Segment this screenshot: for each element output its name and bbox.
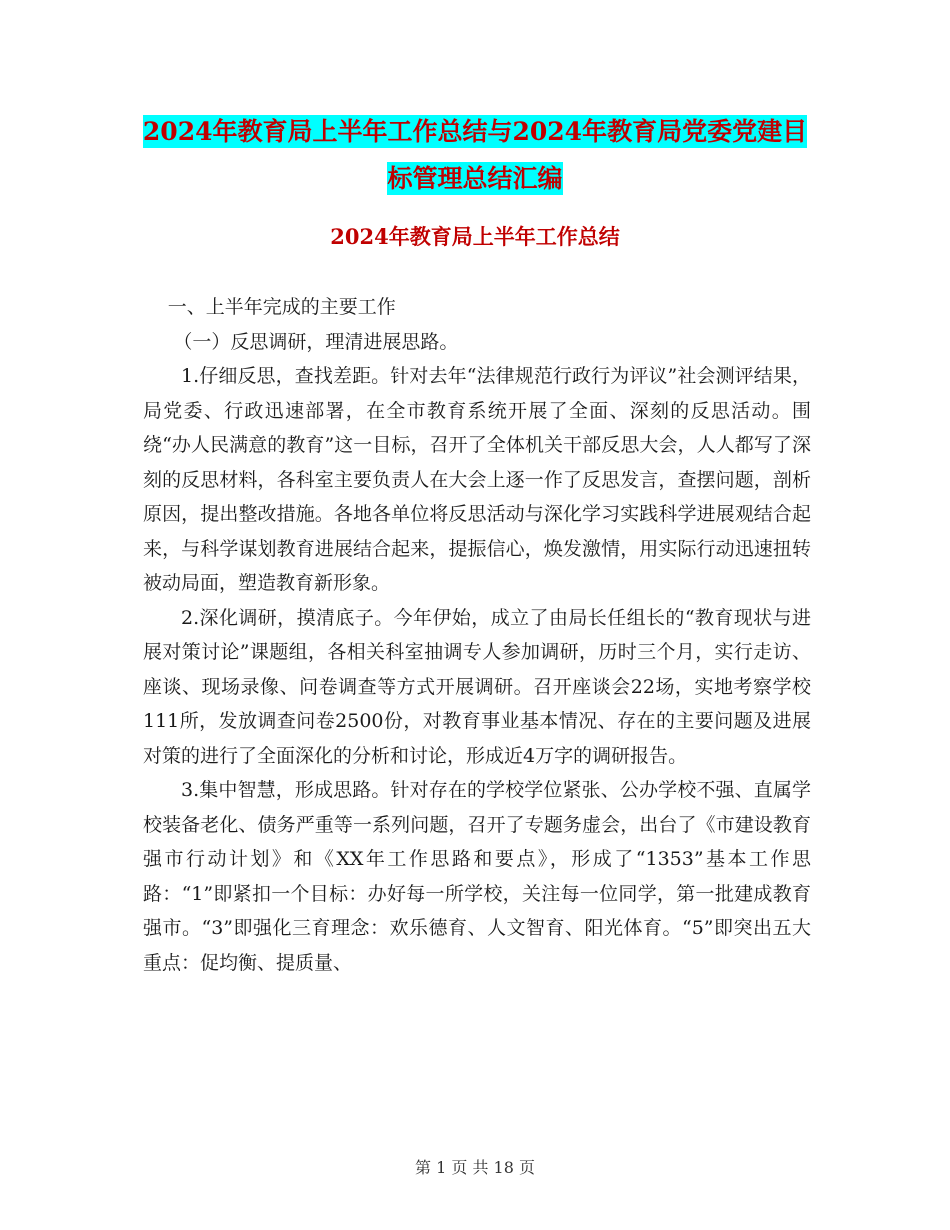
heading-level-2: （一）反思调研，理清进展思路。 [173,330,459,353]
body-paragraph: 2.深化调研，摸清底子。今年伊始，成立了由局长任组长的“教育现状与进展对策讨论”课题组，各相关科室抽调专人参加调研，历时三个月，实行走访、座谈、现场录像、问卷调查等方式开展调研。召开座谈会22场，实地考察学校111所，发放调查问卷2500份，对教育事业基本情况、存在的主要问题及进展对策的进行了全面深化的分析和讨论，形成近4万字的调研报告。 [143,606,811,767]
page-number-footer: 第 1 页 共 18 页 [415,1158,535,1177]
body-paragraph: 1.仔细反思，查找差距。针对去年“法律规范行政行为评议”社会测评结果，局党委、行政迅速部署，在全市教育系统开展了全面、深刻的反思活动。围绕“办人民满意的教育”这一目标，召开了全体机关干部反思大会，人人都写了深刻的反思材料，各科室主要负责人在大会上逐一作了反思发言，查摆问题，剖析原因，提出整改措施。各地各单位将反思活动与深化学习实践科学进展观结合起来，与科学谋划教育进展结合起来，提振信心，焕发激情，用实际行动迅速扭转被动局面，塑造教育新形象。 [143,365,811,594]
document-title [140,108,810,202]
body-paragraph: 3.集中智慧，形成思路。针对存在的学校学位紧张、公办学校不强、直属学校装备老化、债务严重等一系列问题，召开了专题务虚会，出台了《市建设教育强市行动计划》和《XX年工作思路和要点》，形成了“1353”基本工作思路：“1”即紧扣一个目标：办好每一所学校，关注每一位同学，第一批建成教育强市。“3”即强化三育理念：欢乐德育、人文智育、阳光体育。“5”即突出五大重点：促均衡、提质量、 [143,779,811,974]
document-title-text: 2024年教育局上半年工作总结与2024年教育局党委党建目标管理总结汇编 [142,117,808,193]
heading-level-1: 一、上半年完成的主要工作 [167,296,396,318]
section-title: 2024年教育局上半年工作总结 [330,224,620,249]
document-body [143,290,811,980]
